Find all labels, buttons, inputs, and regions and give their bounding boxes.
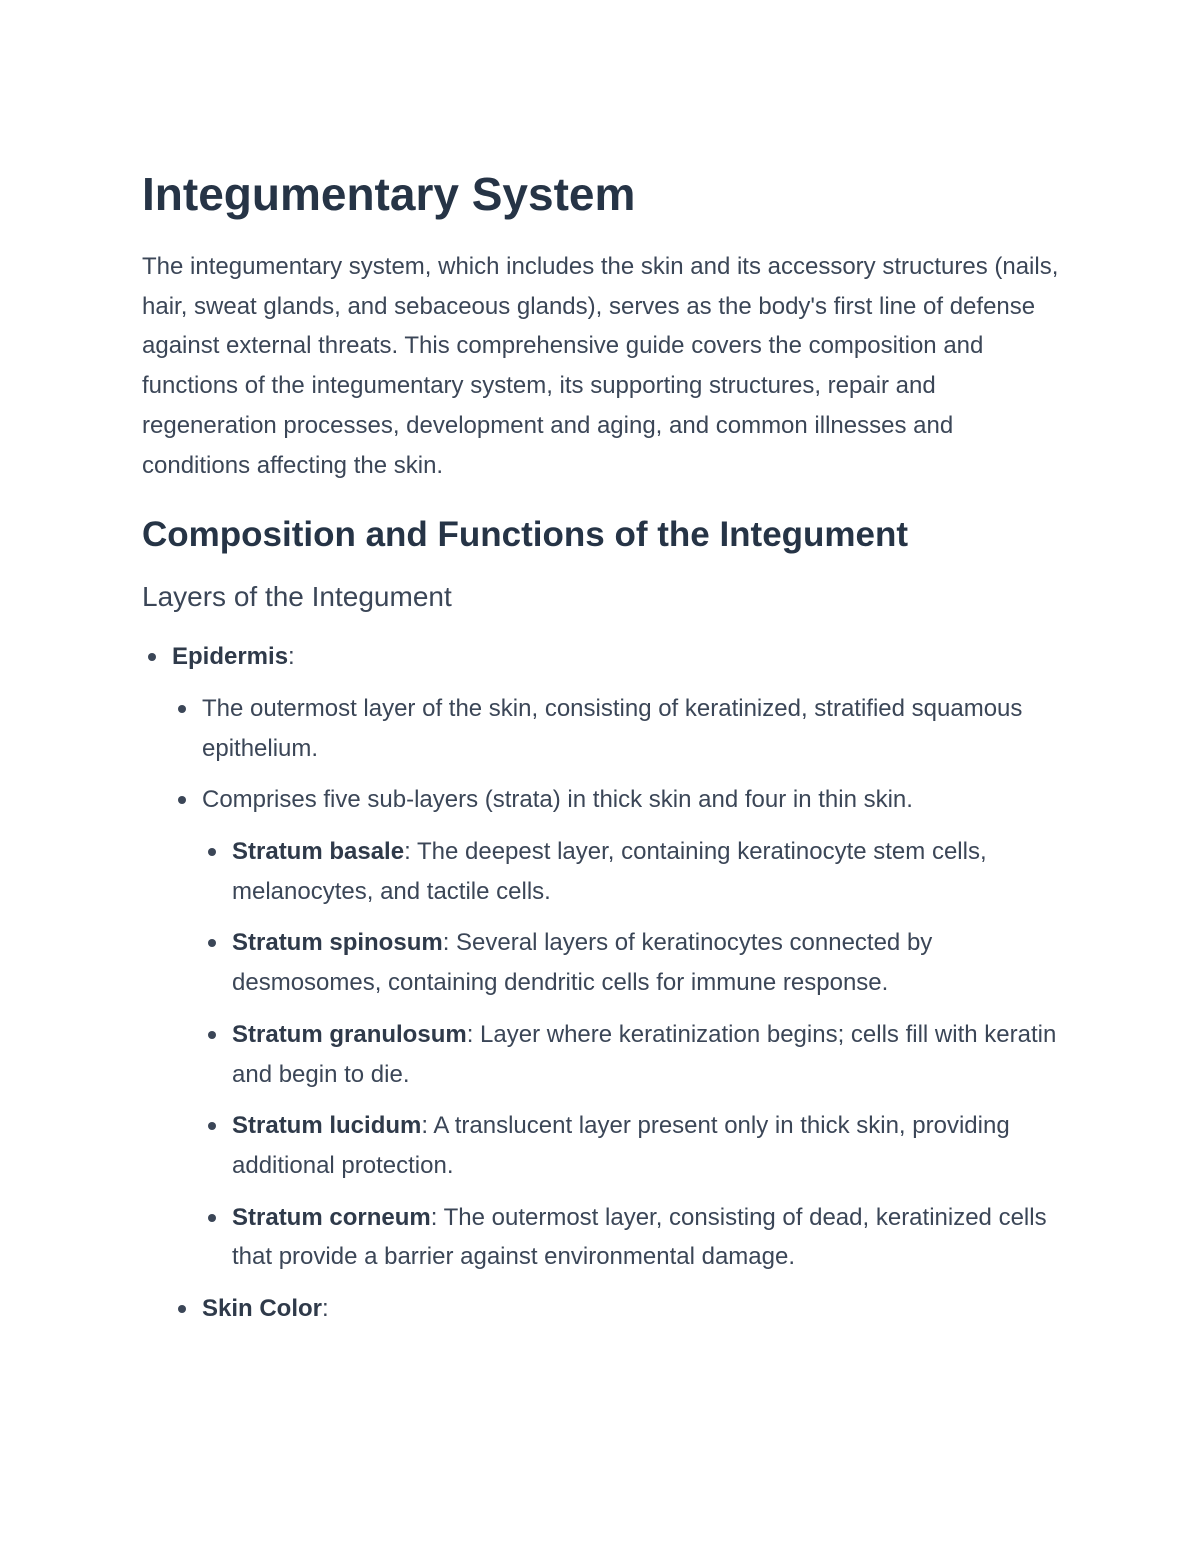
stratum-term: Stratum lucidum [232,1112,422,1140]
bullet-icon [148,653,156,661]
list-item-stratum [232,923,1062,1002]
list-item-stratum [232,1015,1062,1094]
stratum-text: : The outermost layer, consisting of dead, keratinized cells that provide a barrier against environmental damage. [232,1203,1047,1271]
list-item-text: Comprises five sub-layers (strata) in thick skin and four in thin skin. [202,786,913,814]
stratum-term: Stratum granulosum [232,1020,467,1048]
list-item-stratum [232,1198,1062,1277]
list-item [202,689,1062,768]
layers-list [142,637,1062,1329]
bullet-icon [178,1305,186,1313]
bullet-icon [208,1214,216,1222]
bullet-icon [208,1122,216,1130]
term-skin-color: Skin Color [202,1295,323,1323]
strata-list [202,832,1062,1277]
document-title: Integumentary System [142,168,636,220]
epidermis-sublist [172,689,1062,1329]
bullet-icon [208,1031,216,1039]
subsection-heading: Layers of the Integument [142,581,452,613]
stratum-text: : Layer where keratinization begins; cells fill with keratin and begin to die. [232,1020,1057,1088]
bullet-icon [178,705,186,713]
list-item-stratum [232,1106,1062,1185]
list-item [202,780,1062,1277]
intro-paragraph: The integumentary system, which includes the skin and its accessory structures (nails, hair, sweat glands, and sebaceous glands), serves as the body's first line of defense against external threats. This comprehensive guide covers the composition and functions of the integumentary system, its supporting structures, repair and regeneration processes, development and aging, and common illnesses and conditions affecting the skin. [142,253,1059,479]
stratum-text: : The deepest layer, containing keratinocyte stem cells, melanocytes, and tactile cells. [232,838,987,905]
section-heading: Composition and Functions of the Integument [142,515,909,555]
list-item-epidermis [172,637,1062,1329]
bullet-icon [178,796,186,804]
stratum-term: Stratum corneum [232,1203,431,1231]
term-epidermis: Epidermis [172,643,289,671]
bullet-icon [208,939,216,947]
bullet-icon [208,848,216,856]
document-page [142,165,1062,1341]
stratum-term: Stratum spinosum [232,929,443,957]
list-item-stratum [232,832,1062,911]
stratum-text: : Several layers of keratinocytes connected by desmosomes, containing dendritic cells for immune response. [232,929,933,997]
term-suffix: : [322,1295,329,1323]
term-suffix: : [288,643,295,671]
list-item-skin-color [202,1289,1062,1329]
stratum-text: : A translucent layer present only in thick skin, providing additional protection. [232,1112,1010,1179]
stratum-term: Stratum basale [232,838,405,866]
list-item-text: The outermost layer of the skin, consisting of keratinized, stratified squamous epithelium. [202,694,1023,762]
